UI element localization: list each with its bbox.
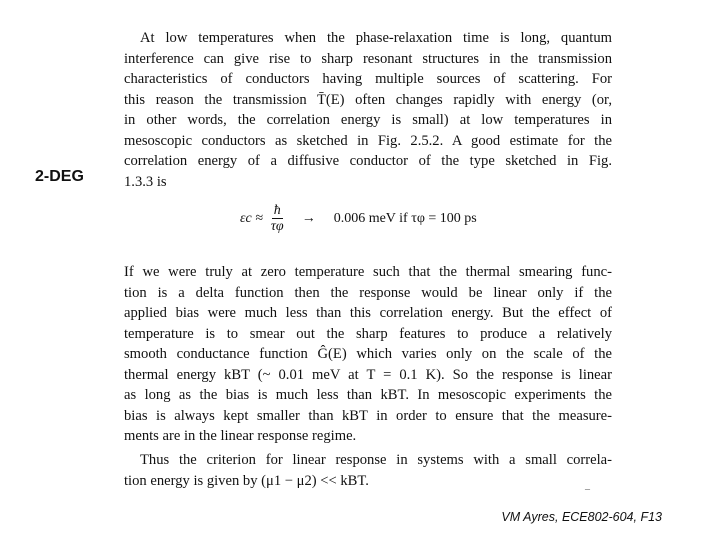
- text-line: applied bias were much less than this correlation energy. But the effect of: [124, 305, 612, 321]
- text-line: 1.3.3 is: [124, 173, 167, 190]
- text-line: this reason the transmission T̄(E) often changes rapidly with energy (or,: [124, 91, 612, 108]
- paragraph-2: [124, 262, 612, 447]
- text-line: thermal energy kBT (~ 0.01 meV at T = 0.1 K). So the response is linear: [124, 366, 612, 383]
- text-line: Thus the criterion for linear response in systems with a small correla-: [140, 452, 612, 468]
- text-line: ments are in the linear response regime.: [124, 428, 357, 444]
- equation-arrow: →: [301, 210, 316, 226]
- text-line: bias is always kept smaller than kBT in order to ensure that the measure-: [124, 407, 612, 424]
- text-line: If we were truly at zero temperature such that the thermal smearing func-: [124, 264, 612, 280]
- footer-credit: VM Ayres, ECE802-604, F13: [501, 510, 662, 524]
- side-label: 2-DEG: [35, 168, 84, 185]
- paragraph-1: [124, 28, 612, 192]
- equation-rhs: 0.006 meV if τφ = 100 ps: [333, 210, 477, 226]
- text-line: in other words, the correlation energy is small) at low temperatures in: [124, 112, 612, 128]
- text-line: At low temperatures when the phase-relaxation time is long, quantum: [140, 30, 612, 46]
- text-line: tion is a delta function then the response would be linear only if the: [124, 284, 612, 301]
- text-line: temperature is to smear out the sharp features to produce a relatively: [124, 325, 612, 342]
- equation-lhs: εc ≈: [240, 210, 263, 226]
- correlation-energy-equation: [240, 203, 477, 234]
- equation-numerator: ħ: [273, 203, 281, 218]
- text-line: interference can give rise to sharp resonant structures in the transmission: [124, 50, 612, 67]
- text-line: correlation energy of a diffusive conductor of the type sketched in Fig.: [124, 153, 612, 169]
- paragraph-3: [124, 450, 612, 491]
- equation-fraction: [271, 203, 284, 234]
- text-line: smooth conductance function Ĝ(E) which varies only on the scale of the: [124, 346, 612, 362]
- text-line: characteristics of conductors having multiple sources of scattering. For: [124, 71, 612, 87]
- text-line: mesoscopic conductors as sketched in Fig. 2.5.2. A good estimate for the: [124, 132, 612, 149]
- scan-mark: _: [585, 480, 590, 491]
- equation-denominator: τφ: [270, 219, 284, 234]
- text-line: as long as the bias is much less than kBT. In mesoscopic experiments the: [124, 387, 612, 403]
- text-line: tion energy is given by (μ1 − μ2) << kBT.: [124, 472, 369, 489]
